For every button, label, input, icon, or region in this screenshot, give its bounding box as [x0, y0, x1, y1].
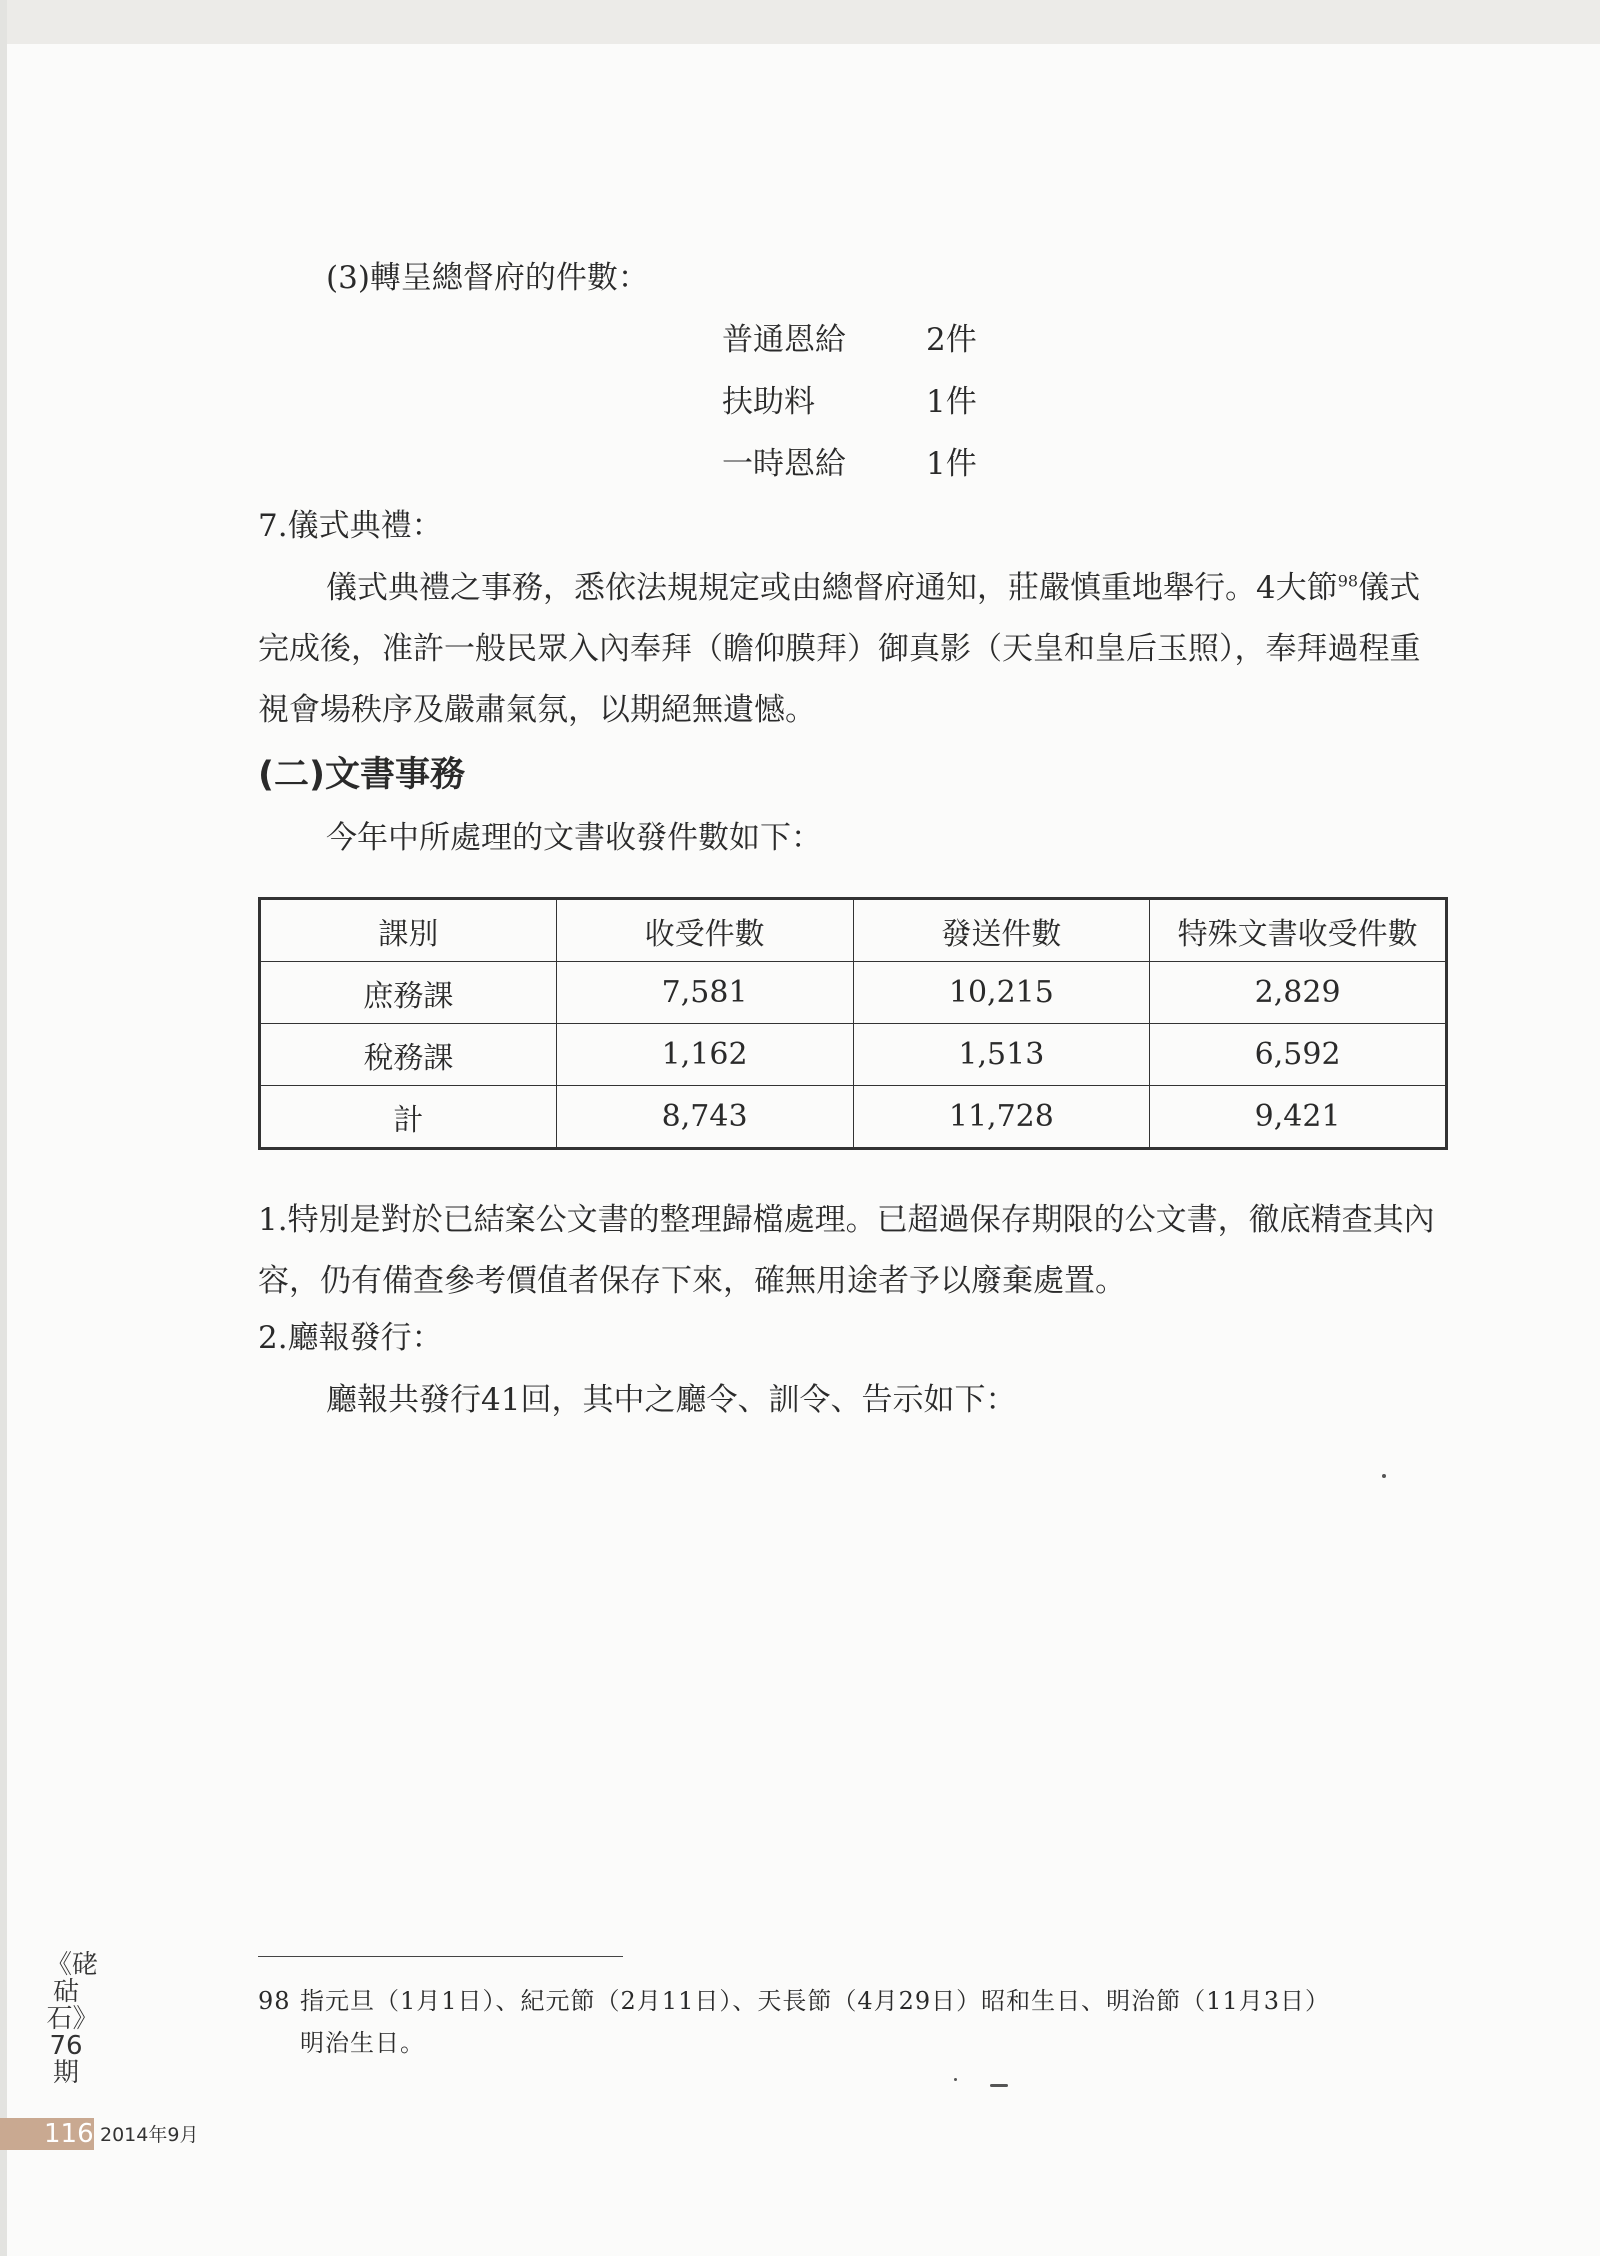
table-row	[260, 962, 1447, 1024]
transfer-item-count: 1件	[926, 446, 977, 482]
ceremony-text-part2: 儀式完成後，准許一般民眾入內奉拜（瞻仰膜拜）御真影（天皇和皇后玉照），奉拜過程重視會場秩序及嚴肅氣氛，以期絕無遺憾。	[258, 570, 1421, 728]
table-cell: 庶務課	[260, 962, 557, 1024]
footnote	[258, 1980, 1458, 2064]
table-cell: 1,513	[853, 1024, 1150, 1086]
scan-top-band	[0, 0, 1600, 44]
table-row	[260, 1024, 1447, 1086]
scan-speck	[990, 2084, 1008, 2087]
footnote-divider	[258, 1956, 623, 1957]
transfer-item-name: 一時恩給	[722, 446, 846, 482]
scan-left-edge	[0, 0, 7, 2256]
footnote-ref: 98	[1337, 571, 1359, 591]
table-cell: 計	[260, 1086, 557, 1149]
table-cell: 1,162	[556, 1024, 853, 1086]
table-cell: 7,581	[556, 962, 853, 1024]
column-header: 發送件數	[853, 899, 1150, 962]
archive-text: 1.特別是對於已結案公文書的整理歸檔處理。已超過保存期限的公文書，徹底精查其內容，仍有備查參考價值者保存下來，確無用途者予以廢棄處置。	[258, 1202, 1435, 1299]
document-count-table	[258, 897, 1448, 1150]
column-header: 收受件數	[556, 899, 853, 962]
transfer-item-name: 扶助料	[722, 384, 815, 420]
table-cell: 6,592	[1150, 1024, 1447, 1086]
ceremony-heading: 7.儀式典禮：	[258, 508, 443, 544]
ceremony-paragraph	[258, 558, 1448, 741]
table-cell: 10,215	[853, 962, 1150, 1024]
transfer-item-name: 普通恩給	[722, 322, 846, 358]
scan-speck	[954, 2078, 957, 2081]
table-cell: 11,728	[853, 1086, 1150, 1149]
scan-speck	[1382, 1474, 1386, 1478]
table-row	[260, 1086, 1447, 1149]
footnote-number: 98	[258, 1987, 291, 2015]
footnote-line1: 指元旦（1月1日）、紀元節（2月11日）、天長節（4月29日）昭和生日、明治節（11月3日）	[300, 1987, 1330, 2015]
section-title: (二)文書事務	[258, 755, 465, 795]
issue-date: 2014年9月	[100, 2124, 199, 2146]
table-cell: 8,743	[556, 1086, 853, 1149]
intro-text: 今年中所處理的文書收發件數如下：	[326, 820, 822, 856]
footnote-line2: 明治生日。	[300, 2029, 425, 2057]
page-number: 116	[44, 2119, 94, 2149]
archive-paragraph	[258, 1190, 1448, 1312]
table-cell: 9,421	[1150, 1086, 1447, 1149]
ceremony-text-part1: 儀式典禮之事務，悉依法規規定或由總督府通知，莊嚴慎重地舉行。4大節	[326, 570, 1338, 606]
table-cell: 2,829	[1150, 962, 1447, 1024]
transfer-item-count: 1件	[926, 384, 977, 420]
column-header: 課別	[260, 899, 557, 962]
column-header: 特殊文書收受件數	[1150, 899, 1447, 962]
gazette-heading: 2.廳報發行：	[258, 1320, 443, 1356]
gazette-text: 廳報共發行41回，其中之廳令、訓令、告示如下：	[326, 1382, 1017, 1418]
sub-heading-transfer: (3)轉呈總督府的件數：	[326, 260, 649, 296]
magazine-title-vertical: 《硓𥑮石》76期	[46, 1950, 99, 2088]
table-header-row	[260, 899, 1447, 962]
transfer-item-count: 2件	[926, 322, 977, 358]
table-cell: 稅務課	[260, 1024, 557, 1086]
